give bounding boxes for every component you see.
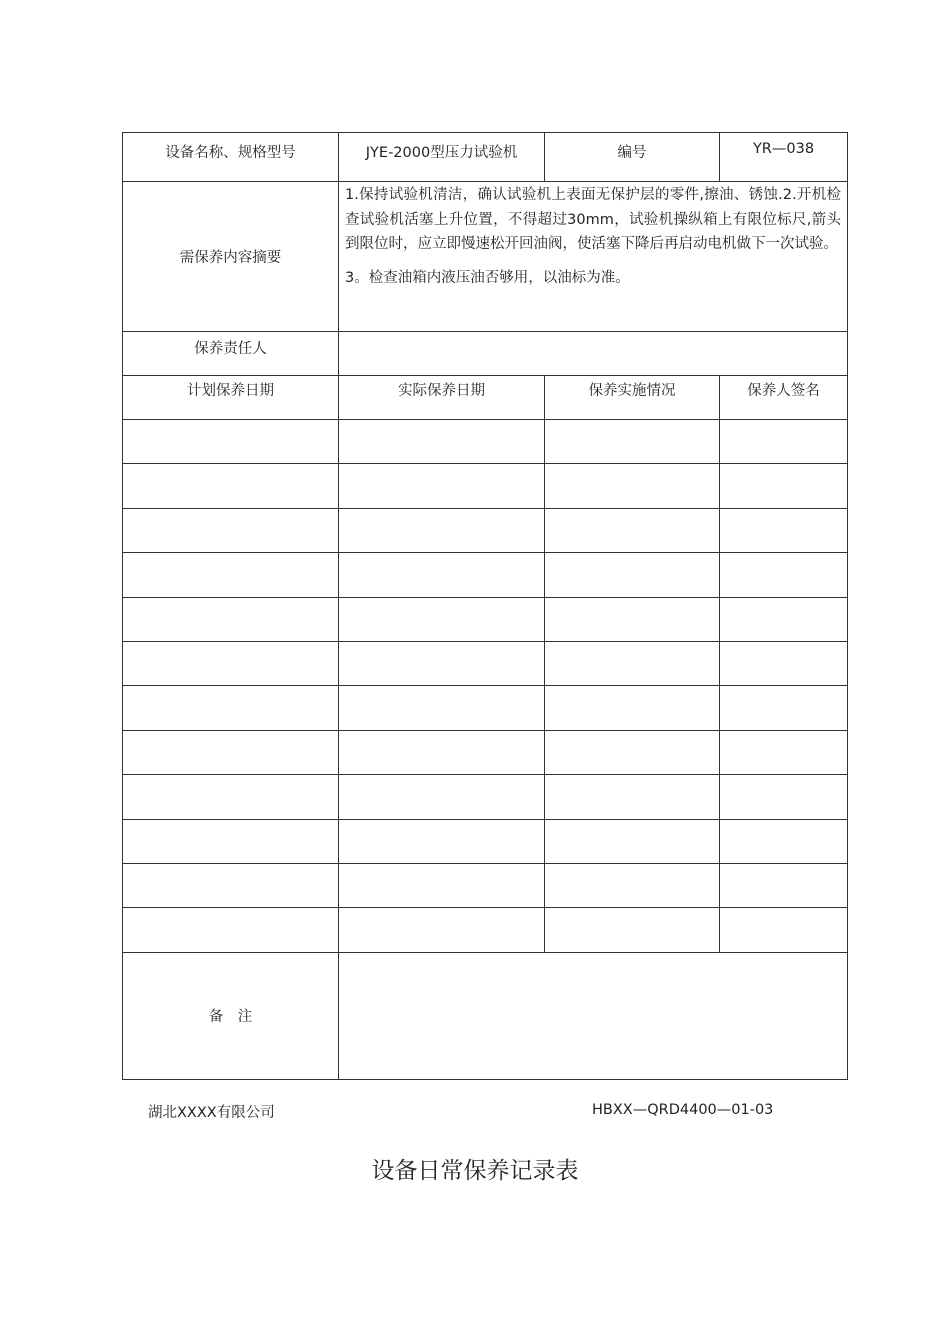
summary-label-cell <box>123 182 339 332</box>
implementation-cell[interactable] <box>545 686 720 730</box>
signature-cell[interactable] <box>720 819 848 863</box>
column-header-actual-date <box>339 376 545 420</box>
signature-cell[interactable] <box>720 464 848 508</box>
equipment-value: JYE-2000型压力试验机 <box>365 145 518 161</box>
actual-date-cell[interactable] <box>339 686 545 730</box>
table-row <box>123 553 848 597</box>
signature-cell[interactable] <box>720 863 848 907</box>
table-row <box>123 597 848 641</box>
table-row <box>123 908 848 952</box>
signature-cell[interactable] <box>720 508 848 552</box>
table-row <box>123 730 848 774</box>
column-header-row <box>123 376 848 420</box>
footer-doc-code: HBXX—QRD4400—01-03 <box>592 1102 774 1118</box>
planned-date-cell[interactable] <box>123 420 339 464</box>
actual-date-cell[interactable] <box>339 464 545 508</box>
table-row <box>123 464 848 508</box>
equipment-label-cell <box>123 133 339 182</box>
actual-date-cell[interactable] <box>339 508 545 552</box>
actual-date-cell[interactable] <box>339 730 545 774</box>
equipment-label: 设备名称、规格型号 <box>165 145 296 161</box>
responsible-label-cell <box>123 332 339 376</box>
column-header-label: 保养人签名 <box>747 383 820 399</box>
planned-date-cell[interactable] <box>123 686 339 730</box>
implementation-cell[interactable] <box>545 420 720 464</box>
responsible-value <box>339 332 847 337</box>
footer-company: 湖北XXXX有限公司 <box>148 1105 275 1121</box>
table-row <box>123 775 848 819</box>
remarks-value-cell[interactable] <box>339 952 848 1079</box>
header-row <box>123 133 848 182</box>
implementation-cell[interactable] <box>545 863 720 907</box>
column-header-planned-date <box>123 376 339 420</box>
planned-date-cell[interactable] <box>123 819 339 863</box>
planned-date-cell[interactable] <box>123 641 339 685</box>
actual-date-cell[interactable] <box>339 908 545 952</box>
column-header-label: 保养实施情况 <box>588 383 676 399</box>
maintenance-record-table <box>122 132 848 1080</box>
planned-date-cell[interactable] <box>123 508 339 552</box>
number-label: 编号 <box>617 145 647 161</box>
summary-content-cell[interactable] <box>339 182 848 332</box>
page-title: 设备日常保养记录表 <box>371 1158 579 1184</box>
planned-date-cell[interactable] <box>123 730 339 774</box>
planned-date-cell[interactable] <box>123 597 339 641</box>
column-header-implementation <box>545 376 720 420</box>
number-value: YR—038 <box>752 141 815 157</box>
table-row <box>123 819 848 863</box>
implementation-cell[interactable] <box>545 464 720 508</box>
number-label-cell <box>545 133 720 182</box>
signature-cell[interactable] <box>720 730 848 774</box>
table-row <box>123 420 848 464</box>
summary-paragraph-2: 3。检查油箱内液压油否够用，以油标为准。 <box>345 269 630 286</box>
planned-date-cell[interactable] <box>123 863 339 907</box>
responsible-label: 保养责任人 <box>194 341 267 357</box>
responsible-value-cell[interactable] <box>339 332 848 376</box>
planned-date-cell[interactable] <box>123 775 339 819</box>
implementation-cell[interactable] <box>545 553 720 597</box>
signature-cell[interactable] <box>720 597 848 641</box>
actual-date-cell[interactable] <box>339 863 545 907</box>
implementation-cell[interactable] <box>545 775 720 819</box>
summary-row <box>123 182 848 332</box>
table-row <box>123 508 848 552</box>
implementation-cell[interactable] <box>545 819 720 863</box>
equipment-value-cell[interactable] <box>339 133 545 182</box>
responsible-row <box>123 332 848 376</box>
signature-cell[interactable] <box>720 420 848 464</box>
signature-cell[interactable] <box>720 686 848 730</box>
signature-cell[interactable] <box>720 775 848 819</box>
remarks-label: 备 注 <box>208 1009 253 1026</box>
planned-date-cell[interactable] <box>123 464 339 508</box>
actual-date-cell[interactable] <box>339 641 545 685</box>
actual-date-cell[interactable] <box>339 420 545 464</box>
column-header-label: 实际保养日期 <box>398 383 485 399</box>
column-header-label: 计划保养日期 <box>187 383 274 399</box>
table-row <box>123 863 848 907</box>
actual-date-cell[interactable] <box>339 553 545 597</box>
remarks-row <box>123 952 848 1079</box>
signature-cell[interactable] <box>720 553 848 597</box>
planned-date-cell[interactable] <box>123 553 339 597</box>
signature-cell[interactable] <box>720 641 848 685</box>
implementation-cell[interactable] <box>545 597 720 641</box>
summary-label: 需保养内容摘要 <box>179 250 282 266</box>
actual-date-cell[interactable] <box>339 819 545 863</box>
signature-cell[interactable] <box>720 908 848 952</box>
implementation-cell[interactable] <box>545 730 720 774</box>
remarks-label-cell <box>123 952 339 1079</box>
column-header-signature <box>720 376 848 420</box>
planned-date-cell[interactable] <box>123 908 339 952</box>
actual-date-cell[interactable] <box>339 775 545 819</box>
table-row <box>123 686 848 730</box>
actual-date-cell[interactable] <box>339 597 545 641</box>
implementation-cell[interactable] <box>545 508 720 552</box>
implementation-cell[interactable] <box>545 641 720 685</box>
table-row <box>123 641 848 685</box>
number-value-cell[interactable] <box>720 133 848 182</box>
implementation-cell[interactable] <box>545 908 720 952</box>
summary-paragraph-1: 1.保持试验机清洁，确认试验机上表面无保护层的零件,擦油、锈蚀.2.开机检查试验机活塞上升位置，不得超过30mm，试验机操纵箱上有限位标尺,箭头到限位时，应立即慢速松开回油阀，使活塞下降后再启动电机做下一次试验。 <box>345 187 841 252</box>
